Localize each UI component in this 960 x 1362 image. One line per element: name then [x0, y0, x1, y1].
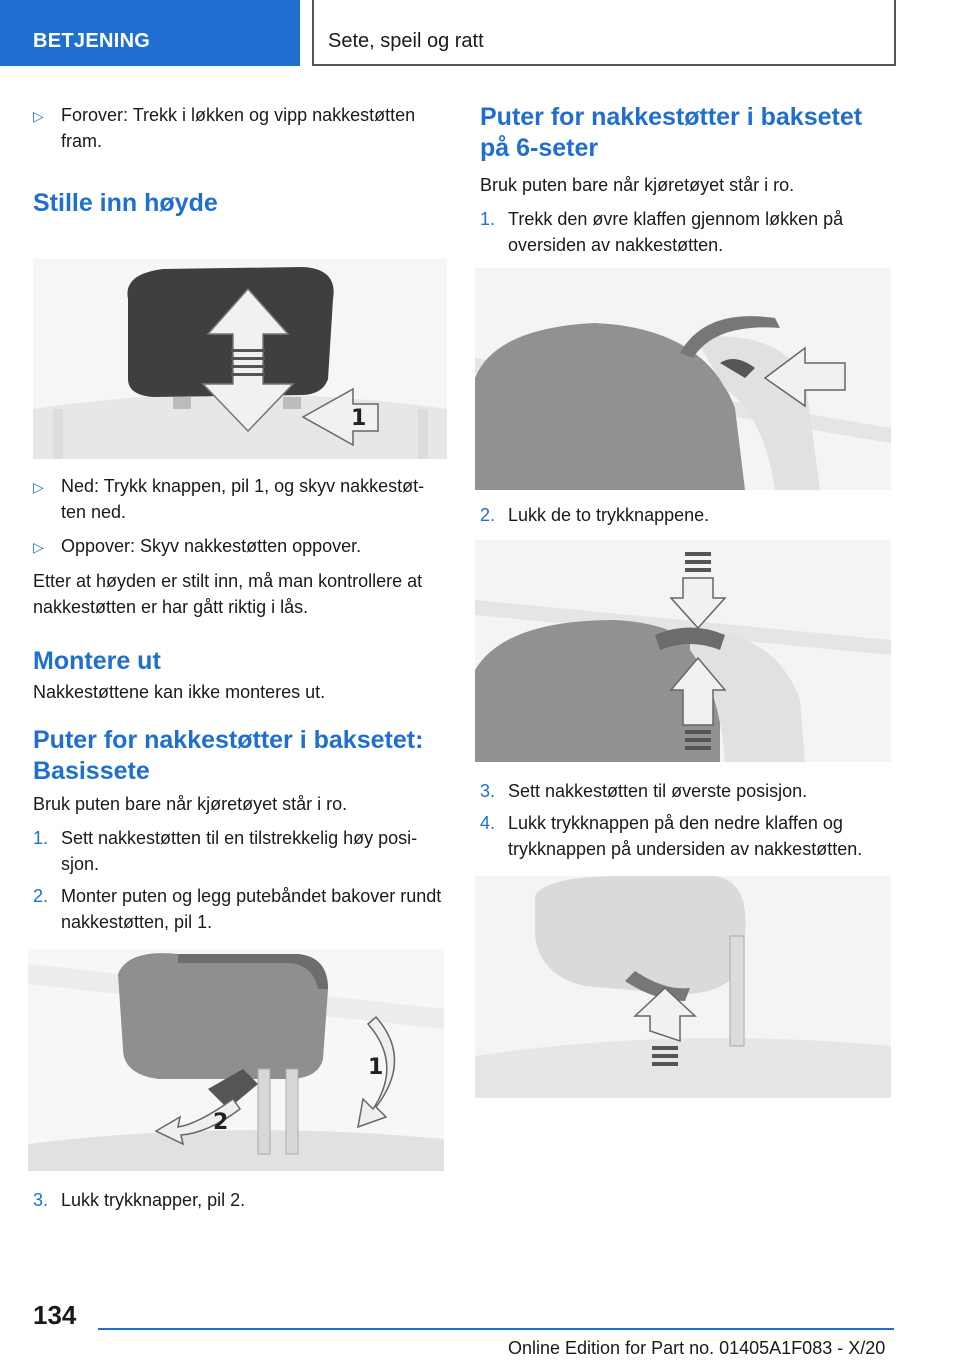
- heading-cushion-6-seat: Puter for nakkestøtter i baksetet på 6-seter: [480, 103, 863, 162]
- paragraph: Etter at høyden er stilt inn, må man kontrollere at nakkestøtten er har gått riktig i lås.: [33, 571, 423, 617]
- figure-label: 2: [213, 1110, 229, 1135]
- step-text: Sett nakkestøtten til en tilstrekkelig høy posi‐sjon.: [61, 828, 418, 874]
- chapter-title: Sete, speil og ratt: [312, 0, 896, 66]
- heading-cushion-basic: Puter for nakkestøtter i baksetet: Basissete: [33, 726, 424, 785]
- figure-label: 1: [351, 406, 367, 431]
- list-item: [480, 206, 892, 258]
- step-text: Monter puten og legg putebåndet bakover rundt nakkestøtten, pil 1.: [61, 886, 442, 932]
- step-number: 3.: [33, 1190, 49, 1210]
- step-text: Lukk trykknappen på den nedre klaffen og trykknappen på undersiden av nakkestøtten.: [508, 813, 863, 859]
- step-number: 2.: [33, 886, 49, 906]
- list-item: [33, 825, 447, 877]
- paragraph: Nakkestøttene kan ikke monteres ut.: [33, 682, 326, 702]
- list-item: [33, 1187, 447, 1213]
- step-text: Lukk trykknapper, pil 2.: [61, 1190, 246, 1210]
- figure-label: 1: [368, 1055, 384, 1080]
- list-item: [33, 883, 447, 935]
- triangle-bullet-icon: ▷: [33, 539, 44, 555]
- step-number: 1.: [33, 828, 49, 848]
- list-item: [480, 810, 892, 862]
- triangle-bullet-icon: ▷: [33, 479, 44, 495]
- right-column: [480, 102, 892, 1098]
- footer-divider: [98, 1328, 894, 1330]
- step-number: 3.: [480, 781, 496, 801]
- heading-height: Stille inn høyde: [33, 189, 218, 217]
- step-number: 1.: [480, 209, 496, 229]
- list-item: [480, 502, 892, 528]
- paragraph: Bruk puten bare når kjøretøyet står i ro.: [480, 175, 795, 195]
- edition-note: Online Edition for Part no. 01405A1F083 - X/20: [508, 1338, 886, 1358]
- figure-close-buttons: [475, 540, 891, 762]
- page-number: 134: [33, 1300, 77, 1330]
- step-text: Trekk den øvre klaffen gjennom løkken på oversiden av nakkestøtten.: [508, 209, 844, 255]
- section-tab: BETJENING: [0, 0, 300, 66]
- bullet-text: Forover: Trekk i løkken og vipp nakkestøtten fram.: [61, 105, 416, 151]
- step-text: Sett nakkestøtten til øverste posisjon.: [508, 781, 808, 801]
- figure-lower-flap: [475, 876, 891, 1098]
- step-number: 2.: [480, 505, 496, 525]
- figure-headrest-height: [33, 259, 447, 459]
- bullet-text: Oppover: Skyv nakkestøtten oppover.: [61, 536, 362, 556]
- figure-pull-flap: [475, 268, 891, 490]
- figure-cushion-basic: [28, 949, 444, 1171]
- list-item: [33, 102, 447, 154]
- list-item: [33, 533, 447, 560]
- step-number: 4.: [480, 813, 496, 833]
- paragraph: Bruk puten bare når kjøretøyet står i ro.: [33, 794, 348, 814]
- step-text: Lukk de to trykknappene.: [508, 505, 710, 525]
- list-item: [480, 778, 892, 804]
- left-column: [33, 102, 447, 1219]
- bullet-text: Ned: Trykk knappen, pil 1, og skyv nakkestøt‐ten ned.: [61, 476, 425, 522]
- triangle-bullet-icon: ▷: [33, 108, 44, 124]
- heading-remove: Montere ut: [33, 647, 161, 675]
- list-item: [33, 473, 447, 525]
